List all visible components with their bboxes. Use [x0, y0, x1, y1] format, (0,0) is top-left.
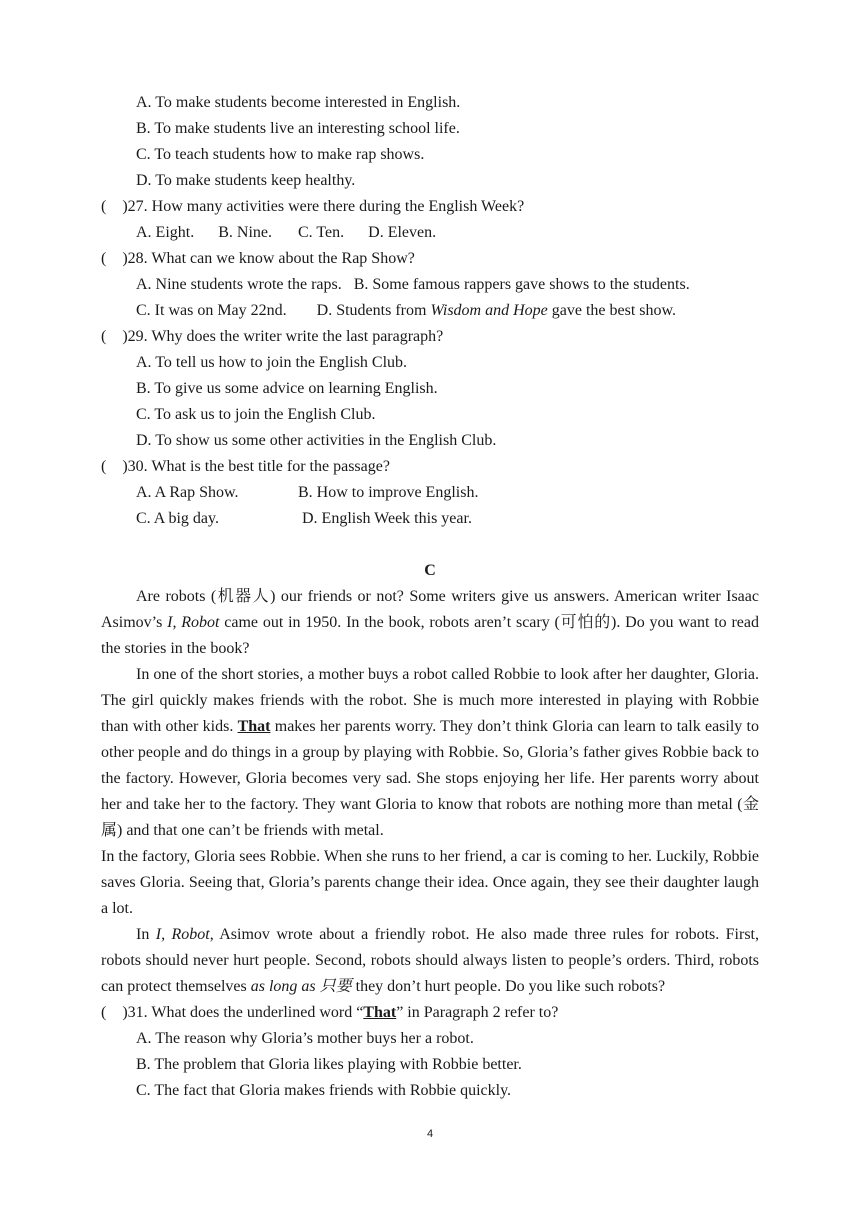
q28-stem: ( )28. What can we know about the Rap Show?: [101, 250, 415, 267]
q31-underlined-word: That: [363, 1004, 397, 1021]
q27-stem: ( )27. How many activities were there during the English Week?: [101, 198, 525, 215]
passage-paragraph-2: In one of the short stories, a mother buys a robot called Robbie to look after her daughter, Gloria. The girl quickly makes friends with the robot. She is much more interested in playing with Robbie than with other kids. That makes her parents worry. They don’t think Gloria can learn to talk easily to other people and do things in a group by playing with Robbie. So, Gloria’s father gives Robbie back to the factory. However, Gloria becomes very sad. She stops enjoying her life. Her parents worry about her and take her to the factory. They want Gloria to know that robots are nothing more than metal (金属) and that one can’t be friends with metal.: [101, 666, 759, 839]
q28-option-d: D. Students from Wisdom and Hope gave the best show.: [316, 302, 677, 319]
q27-options: [101, 220, 759, 246]
section-heading: C: [424, 562, 436, 579]
passage-paragraph-2-continued: In the factory, Gloria sees Robbie. When she runs to her friend, a car is coming to her. Luckily, Robbie saves Gloria. Seeing that, Gloria’s parents change their idea. Once again, they see their daughter laugh a lot.: [101, 848, 759, 917]
q27-option-c: C. Ten.: [298, 224, 345, 241]
q30-options-ab: [101, 480, 759, 506]
q30-options-cd: [101, 506, 759, 532]
q26-option-a: A. To make students become interested in English.: [136, 94, 461, 111]
q27-option-a: A. Eight.: [136, 224, 195, 241]
q29-option-b: B. To give us some advice on learning English.: [136, 380, 438, 397]
q28-option-c: C. It was on May 22nd.: [136, 302, 287, 319]
q31-option-a: A. The reason why Gloria’s mother buys her a robot.: [136, 1030, 474, 1047]
q30-option-b: B. How to improve English.: [298, 484, 479, 501]
q31-option-c: C. The fact that Gloria makes friends with Robbie quickly.: [136, 1082, 512, 1099]
q26-option-d: D. To make students keep healthy.: [136, 172, 356, 189]
passage-paragraph-1: Are robots (机器人) our friends or not? Some writers give us answers. American writer Isaac Asimov’s I, Robot came out in 1950. In the book, robots aren’t scary (可怕的). Do you want to read the stories in the book?: [101, 588, 759, 657]
q27-option-d: D. Eleven.: [368, 224, 437, 241]
q30-option-d: D. English Week this year.: [302, 510, 472, 527]
q29-stem: ( )29. Why does the writer write the last paragraph?: [101, 328, 444, 345]
q29-option-a: A. To tell us how to join the English Club.: [136, 354, 408, 371]
q31-stem: ( )31. What does the underlined word “That” in Paragraph 2 refer to?: [101, 1004, 559, 1021]
q30-stem: ( )30. What is the best title for the passage?: [101, 458, 390, 475]
q26-option-c: C. To teach students how to make rap shows.: [136, 146, 425, 163]
q28-option-a: A. Nine students wrote the raps.: [136, 276, 342, 293]
q28-option-b: B. Some famous rappers gave shows to the students.: [353, 276, 690, 293]
q30-option-a: A. A Rap Show.: [136, 484, 239, 501]
q26-option-b: B. To make students live an interesting school life.: [136, 120, 460, 137]
q31-option-b: B. The problem that Gloria likes playing with Robbie better.: [136, 1056, 522, 1073]
q28-options-cd: [101, 298, 759, 324]
q30-option-c: C. A big day.: [136, 510, 219, 527]
page-number: 4: [426, 1128, 434, 1140]
passage-paragraph-3: In I, Robot, Asimov wrote about a friendly robot. He also made three rules for robots. First, robots should never hurt people. Second, robots should always listen to people’s orders. Third, robots can protect themselves as long as 只要 they don’t hurt people. Do you like such robots?: [101, 926, 760, 995]
q28-options-ab: [101, 272, 759, 298]
document-page: [101, 90, 759, 1104]
q29-option-c: C. To ask us to join the English Club.: [136, 406, 376, 423]
q29-option-d: D. To show us some other activities in the English Club.: [136, 432, 497, 449]
underlined-word: That: [237, 718, 271, 735]
q27-option-b: B. Nine.: [218, 224, 272, 241]
